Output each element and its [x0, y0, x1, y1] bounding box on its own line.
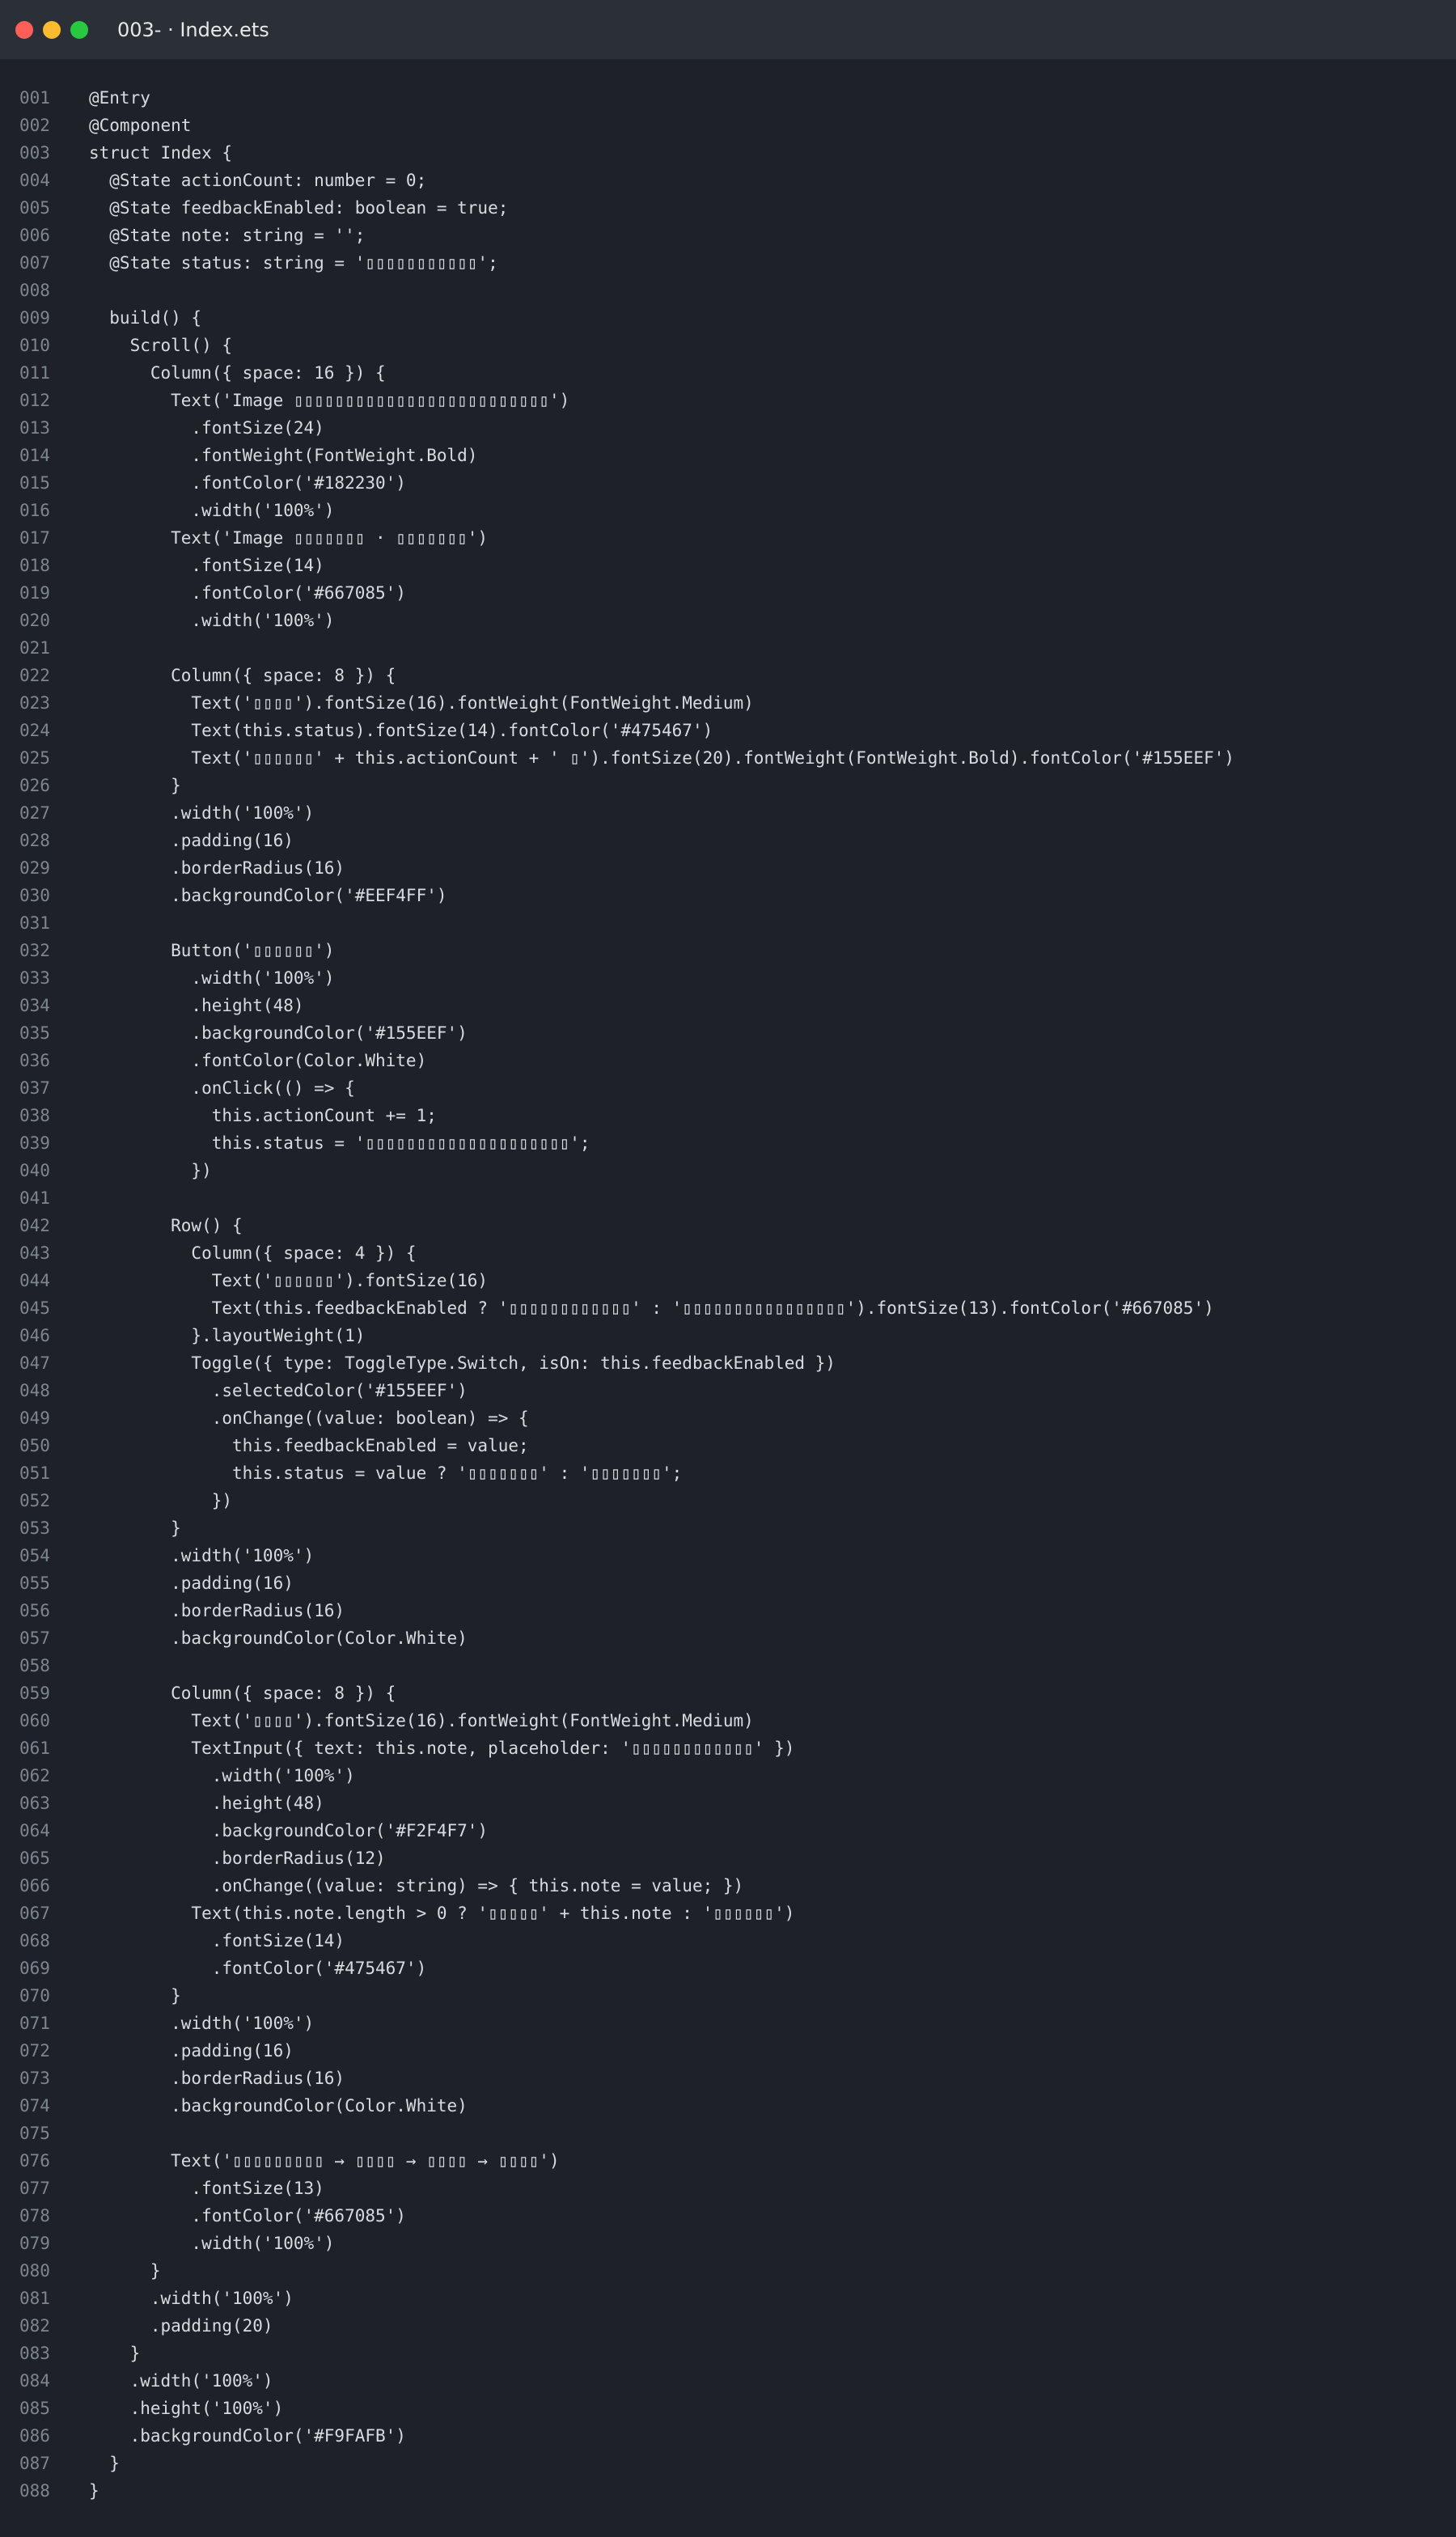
line-text[interactable]: .fontColor('#667085'): [89, 2206, 406, 2226]
code-line[interactable]: [0, 2202, 1456, 2230]
line-number: 063: [19, 1794, 50, 1813]
code-line[interactable]: [0, 1817, 1456, 1845]
line-number: 046: [19, 1326, 50, 1345]
line-text[interactable]: .backgroundColor(Color.White): [89, 2096, 468, 2116]
line-number: 004: [19, 171, 50, 190]
code-line[interactable]: [0, 2230, 1456, 2257]
code-line[interactable]: [0, 2147, 1456, 2175]
code-line[interactable]: [0, 1982, 1456, 2010]
line-number: 020: [19, 611, 50, 630]
line-number: 073: [19, 2069, 50, 2088]
line-text[interactable]: Text('Image ▯▯▯▯▯▯▯▯▯▯▯▯▯▯▯▯▯▯▯▯▯▯▯▯▯'): [89, 391, 570, 410]
line-number: 001: [19, 88, 50, 108]
code-line[interactable]: [0, 2120, 1456, 2147]
code-line[interactable]: [0, 1404, 1456, 1432]
line-number: 084: [19, 2371, 50, 2391]
line-text[interactable]: .borderRadius(12): [89, 1849, 386, 1868]
line-number: 035: [19, 1023, 50, 1043]
code-line[interactable]: [0, 1102, 1456, 1129]
code-line[interactable]: [0, 1652, 1456, 1679]
line-number: 014: [19, 446, 50, 465]
line-text[interactable]: @State status: string = '▯▯▯▯▯▯▯▯▯▯▯';: [89, 253, 498, 273]
maximize-window-button[interactable]: [70, 21, 88, 39]
line-text[interactable]: .width('100%'): [89, 2234, 335, 2253]
close-window-button[interactable]: [15, 21, 33, 39]
line-number: 012: [19, 391, 50, 410]
line-number: 040: [19, 1161, 50, 1180]
code-line[interactable]: [0, 1074, 1456, 1102]
line-number: 066: [19, 1876, 50, 1895]
code-line[interactable]: [0, 2037, 1456, 2065]
code-line[interactable]: [0, 799, 1456, 827]
line-number: 064: [19, 1821, 50, 1840]
line-number: 025: [19, 748, 50, 768]
minimize-window-button[interactable]: [43, 21, 61, 39]
code-line[interactable]: [0, 2257, 1456, 2285]
code-line[interactable]: [0, 2092, 1456, 2120]
line-number: 044: [19, 1271, 50, 1290]
code-line[interactable]: [0, 662, 1456, 689]
line-number: 062: [19, 1766, 50, 1785]
code-line[interactable]: [0, 469, 1456, 497]
line-text[interactable]: .height(48): [89, 996, 304, 1015]
code-line[interactable]: [0, 1377, 1456, 1404]
line-number: 037: [19, 1078, 50, 1098]
line-text[interactable]: .fontSize(14): [89, 1931, 345, 1950]
line-text[interactable]: @Entry: [89, 88, 150, 108]
code-line[interactable]: [0, 579, 1456, 607]
code-line[interactable]: [0, 1845, 1456, 1872]
line-number: 069: [19, 1959, 50, 1978]
line-number: 002: [19, 116, 50, 135]
line-number: 011: [19, 363, 50, 383]
line-text[interactable]: .padding(16): [89, 2041, 294, 2061]
line-text[interactable]: }: [89, 1518, 181, 1538]
code-line[interactable]: [0, 497, 1456, 524]
code-line[interactable]: [0, 1267, 1456, 1294]
code-line[interactable]: [0, 304, 1456, 332]
line-number: 050: [19, 1436, 50, 1455]
line-text[interactable]: .fontSize(13): [89, 2179, 324, 2198]
code-line[interactable]: [0, 84, 1456, 112]
line-number: 017: [19, 528, 50, 548]
line-text[interactable]: .fontColor(Color.White): [89, 1051, 427, 1070]
code-line[interactable]: [0, 2285, 1456, 2312]
line-number: 061: [19, 1739, 50, 1758]
line-number: 006: [19, 226, 50, 245]
line-number: 070: [19, 1986, 50, 2005]
line-text[interactable]: Text('▯▯▯▯▯▯').fontSize(16): [89, 1271, 489, 1290]
line-text[interactable]: .padding(16): [89, 831, 294, 850]
line-text[interactable]: }: [89, 776, 181, 795]
line-text[interactable]: .fontColor('#667085'): [89, 583, 406, 603]
line-number: 047: [19, 1353, 50, 1373]
line-number: 049: [19, 1408, 50, 1428]
line-text[interactable]: .backgroundColor('#EEF4FF'): [89, 886, 447, 905]
line-text[interactable]: this.feedbackEnabled = value;: [89, 1436, 529, 1455]
line-number: 088: [19, 2481, 50, 2501]
line-text[interactable]: this.status = value ? '▯▯▯▯▯▯▯' : '▯▯▯▯▯▯▯';: [89, 1463, 683, 1483]
code-line[interactable]: [0, 1212, 1456, 1239]
line-text[interactable]: .backgroundColor('#F2F4F7'): [89, 1821, 489, 1840]
line-number: 013: [19, 418, 50, 438]
code-line[interactable]: [0, 2477, 1456, 2505]
line-text[interactable]: }: [89, 1986, 181, 2005]
line-text[interactable]: Toggle({ type: ToggleType.Switch, isOn: this.feedbackEnabled }): [89, 1353, 836, 1373]
line-text[interactable]: Text('▯▯▯▯').fontSize(16).fontWeight(FontWeight.Medium): [89, 1711, 754, 1730]
line-text[interactable]: .onChange((value: string) => { this.note = value; }): [89, 1876, 744, 1895]
line-number: 038: [19, 1106, 50, 1125]
line-text[interactable]: .onChange((value: boolean) => {: [89, 1408, 529, 1428]
line-text[interactable]: .padding(16): [89, 1573, 294, 1593]
line-number: 058: [19, 1656, 50, 1675]
code-line[interactable]: [0, 827, 1456, 854]
code-line[interactable]: [0, 882, 1456, 909]
code-line[interactable]: [0, 1157, 1456, 1184]
code-line[interactable]: [0, 1047, 1456, 1074]
window-title: 003- · Index.ets: [117, 19, 269, 41]
line-text[interactable]: .width('100%'): [89, 2289, 294, 2308]
line-text[interactable]: }: [89, 2481, 99, 2501]
code-line[interactable]: [0, 607, 1456, 634]
code-line[interactable]: [0, 909, 1456, 937]
code-line[interactable]: [0, 277, 1456, 304]
line-text[interactable]: @State note: string = '';: [89, 226, 366, 245]
code-line[interactable]: [0, 112, 1456, 139]
code-line[interactable]: [0, 387, 1456, 414]
line-text[interactable]: .onClick(() => {: [89, 1078, 355, 1098]
line-number: 051: [19, 1463, 50, 1483]
code-line[interactable]: [0, 1184, 1456, 1212]
line-number: 053: [19, 1518, 50, 1538]
line-text[interactable]: .borderRadius(16): [89, 858, 345, 878]
code-line[interactable]: [0, 1294, 1456, 1322]
line-text[interactable]: .fontSize(14): [89, 556, 324, 575]
line-number: 039: [19, 1133, 50, 1153]
line-number: 083: [19, 2344, 50, 2363]
line-number: 060: [19, 1711, 50, 1730]
line-number: 026: [19, 776, 50, 795]
code-line[interactable]: [0, 249, 1456, 277]
code-line[interactable]: [0, 1542, 1456, 1569]
line-text[interactable]: Text(this.feedbackEnabled ? '▯▯▯▯▯▯▯▯▯▯▯▯' : '▯▯▯▯▯▯▯▯▯▯▯▯▯▯▯▯').fontSize(13).fontColor('#667085'): [89, 1298, 1214, 1318]
line-number: 028: [19, 831, 50, 850]
code-line[interactable]: [0, 1487, 1456, 1514]
line-text[interactable]: }: [89, 2261, 161, 2281]
line-text[interactable]: .fontColor('#182230'): [89, 473, 406, 493]
code-line[interactable]: [0, 634, 1456, 662]
line-number: 034: [19, 996, 50, 1015]
line-text[interactable]: .width('100%'): [89, 2371, 273, 2391]
line-number: 016: [19, 501, 50, 520]
line-number: 032: [19, 941, 50, 960]
line-text[interactable]: build() {: [89, 308, 202, 328]
code-line[interactable]: [0, 1789, 1456, 1817]
line-number: 057: [19, 1629, 50, 1648]
line-number: 027: [19, 803, 50, 823]
code-line[interactable]: [0, 1955, 1456, 1982]
line-number: 029: [19, 858, 50, 878]
code-line[interactable]: [0, 1129, 1456, 1157]
code-line[interactable]: [0, 854, 1456, 882]
line-number: 045: [19, 1298, 50, 1318]
code-line[interactable]: [0, 2175, 1456, 2202]
line-number: 015: [19, 473, 50, 493]
code-line[interactable]: [0, 2065, 1456, 2092]
line-number: 042: [19, 1216, 50, 1235]
line-text[interactable]: struct Index {: [89, 143, 233, 163]
code-line[interactable]: [0, 1514, 1456, 1542]
line-number: 009: [19, 308, 50, 328]
code-line[interactable]: [0, 414, 1456, 442]
line-text[interactable]: .width('100%'): [89, 611, 335, 630]
code-line[interactable]: [0, 2395, 1456, 2422]
line-text[interactable]: Text(this.note.length > 0 ? '▯▯▯▯▯' + this.note : '▯▯▯▯▯▯'): [89, 1904, 795, 1923]
line-number: 065: [19, 1849, 50, 1868]
code-line[interactable]: [0, 2010, 1456, 2037]
line-text[interactable]: .borderRadius(16): [89, 1601, 345, 1620]
code-line[interactable]: [0, 139, 1456, 167]
line-text[interactable]: Text(this.status).fontSize(14).fontColor('#475467'): [89, 721, 713, 740]
line-number: 033: [19, 968, 50, 988]
line-number: 005: [19, 198, 50, 218]
line-number: 036: [19, 1051, 50, 1070]
code-line[interactable]: [0, 689, 1456, 717]
line-number: 018: [19, 556, 50, 575]
line-number: 079: [19, 2234, 50, 2253]
code-line[interactable]: [0, 167, 1456, 194]
code-line[interactable]: [0, 1322, 1456, 1349]
line-number: 081: [19, 2289, 50, 2308]
line-number: 022: [19, 666, 50, 685]
code-line[interactable]: [0, 332, 1456, 359]
line-number: 021: [19, 638, 50, 658]
code-line[interactable]: [0, 2367, 1456, 2395]
code-line[interactable]: [0, 1707, 1456, 1734]
line-number: 010: [19, 336, 50, 355]
code-editor[interactable]: [0, 84, 1456, 2505]
code-line[interactable]: [0, 1569, 1456, 1597]
line-text[interactable]: .width('100%'): [89, 1766, 355, 1785]
line-number: 074: [19, 2096, 50, 2116]
line-number: 030: [19, 886, 50, 905]
line-number: 019: [19, 583, 50, 603]
code-line[interactable]: [0, 2312, 1456, 2340]
code-line[interactable]: [0, 359, 1456, 387]
line-number: 048: [19, 1381, 50, 1400]
line-text[interactable]: Column({ space: 8 }) {: [89, 1684, 396, 1703]
line-number: 056: [19, 1601, 50, 1620]
code-line[interactable]: [0, 1019, 1456, 1047]
line-number: 007: [19, 253, 50, 273]
line-text[interactable]: .width('100%'): [89, 2014, 315, 2033]
code-line[interactable]: [0, 2340, 1456, 2367]
line-number: 008: [19, 281, 50, 300]
line-number: 082: [19, 2316, 50, 2336]
code-line[interactable]: [0, 937, 1456, 964]
line-number: 071: [19, 2014, 50, 2033]
line-text[interactable]: Column({ space: 4 }) {: [89, 1243, 417, 1263]
line-text[interactable]: Scroll() {: [89, 336, 233, 355]
line-text[interactable]: Column({ space: 16 }) {: [89, 363, 386, 383]
code-line[interactable]: [0, 964, 1456, 992]
code-line[interactable]: [0, 222, 1456, 249]
line-number: 055: [19, 1573, 50, 1593]
line-text[interactable]: }: [89, 2454, 120, 2473]
line-text[interactable]: .borderRadius(16): [89, 2069, 345, 2088]
line-text[interactable]: .height(48): [89, 1794, 324, 1813]
code-line[interactable]: [0, 1624, 1456, 1652]
code-line[interactable]: [0, 1762, 1456, 1789]
line-text[interactable]: }): [89, 1491, 233, 1510]
line-text[interactable]: .backgroundColor(Color.White): [89, 1629, 468, 1648]
line-text[interactable]: .width('100%'): [89, 803, 315, 823]
code-line[interactable]: [0, 717, 1456, 744]
code-line[interactable]: [0, 1459, 1456, 1487]
line-text[interactable]: .height('100%'): [89, 2399, 284, 2418]
line-number: 041: [19, 1188, 50, 1208]
code-line[interactable]: [0, 1927, 1456, 1955]
line-text[interactable]: Text('▯▯▯▯▯▯' + this.actionCount + ' ▯').fontSize(20).fontWeight(FontWeight.Bold).fontColor('#155EEF'): [89, 748, 1235, 768]
line-number: 067: [19, 1904, 50, 1923]
line-text[interactable]: this.actionCount += 1;: [89, 1106, 437, 1125]
line-text[interactable]: .fontSize(24): [89, 418, 324, 438]
code-line[interactable]: [0, 1872, 1456, 1900]
code-line[interactable]: [0, 1597, 1456, 1624]
code-line[interactable]: [0, 2450, 1456, 2477]
code-line[interactable]: [0, 1349, 1456, 1377]
line-text[interactable]: }.layoutWeight(1): [89, 1326, 366, 1345]
line-text[interactable]: .selectedColor('#155EEF'): [89, 1381, 468, 1400]
line-number: 024: [19, 721, 50, 740]
line-number: 076: [19, 2151, 50, 2171]
code-line[interactable]: [0, 442, 1456, 469]
code-line[interactable]: [0, 2422, 1456, 2450]
line-text[interactable]: .backgroundColor('#F9FAFB'): [89, 2426, 406, 2446]
line-text[interactable]: .width('100%'): [89, 501, 335, 520]
line-text[interactable]: .width('100%'): [89, 1546, 315, 1565]
line-text[interactable]: .width('100%'): [89, 968, 335, 988]
line-number: 059: [19, 1684, 50, 1703]
line-text[interactable]: }): [89, 1161, 212, 1180]
code-line[interactable]: [0, 1432, 1456, 1459]
code-line[interactable]: [0, 524, 1456, 552]
line-number: 054: [19, 1546, 50, 1565]
title-bar: [0, 0, 1456, 60]
line-text[interactable]: Button('▯▯▯▯▯▯'): [89, 941, 335, 960]
code-line[interactable]: [0, 744, 1456, 772]
code-line[interactable]: [0, 1734, 1456, 1762]
line-number: 086: [19, 2426, 50, 2446]
line-text[interactable]: this.status = '▯▯▯▯▯▯▯▯▯▯▯▯▯▯▯▯▯▯▯▯';: [89, 1133, 590, 1153]
line-text[interactable]: .fontColor('#475467'): [89, 1959, 427, 1978]
line-text[interactable]: @Component: [89, 116, 192, 135]
line-text[interactable]: }: [89, 2344, 141, 2363]
line-text[interactable]: Text('▯▯▯▯').fontSize(16).fontWeight(FontWeight.Medium): [89, 693, 754, 713]
code-line[interactable]: [0, 1900, 1456, 1927]
line-number: 075: [19, 2124, 50, 2143]
line-number: 052: [19, 1491, 50, 1510]
line-text[interactable]: Text('Image ▯▯▯▯▯▯▯ · ▯▯▯▯▯▯▯'): [89, 528, 489, 548]
line-text[interactable]: .backgroundColor('#155EEF'): [89, 1023, 468, 1043]
line-number: 085: [19, 2399, 50, 2418]
line-number: 077: [19, 2179, 50, 2198]
line-number: 031: [19, 913, 50, 933]
line-text[interactable]: .padding(20): [89, 2316, 273, 2336]
line-text[interactable]: @State actionCount: number = 0;: [89, 171, 427, 190]
code-line[interactable]: [0, 1679, 1456, 1707]
line-number: 068: [19, 1931, 50, 1950]
code-line[interactable]: [0, 194, 1456, 222]
line-number: 043: [19, 1243, 50, 1263]
line-text[interactable]: TextInput({ text: this.note, placeholder: '▯▯▯▯▯▯▯▯▯▯▯▯' }): [89, 1739, 795, 1758]
line-number: 003: [19, 143, 50, 163]
code-line[interactable]: [0, 1239, 1456, 1267]
line-number: 087: [19, 2454, 50, 2473]
code-line[interactable]: [0, 992, 1456, 1019]
code-line[interactable]: [0, 552, 1456, 579]
line-text[interactable]: Column({ space: 8 }) {: [89, 666, 396, 685]
line-number: 080: [19, 2261, 50, 2281]
line-text[interactable]: @State feedbackEnabled: boolean = true;: [89, 198, 509, 218]
line-number: 023: [19, 693, 50, 713]
line-number: 072: [19, 2041, 50, 2061]
line-text[interactable]: Row() {: [89, 1216, 243, 1235]
line-number: 078: [19, 2206, 50, 2226]
line-text[interactable]: .fontWeight(FontWeight.Bold): [89, 446, 478, 465]
code-line[interactable]: [0, 772, 1456, 799]
line-text[interactable]: Text('▯▯▯▯▯▯▯▯▯ → ▯▯▯▯ → ▯▯▯▯ → ▯▯▯▯'): [89, 2151, 560, 2171]
